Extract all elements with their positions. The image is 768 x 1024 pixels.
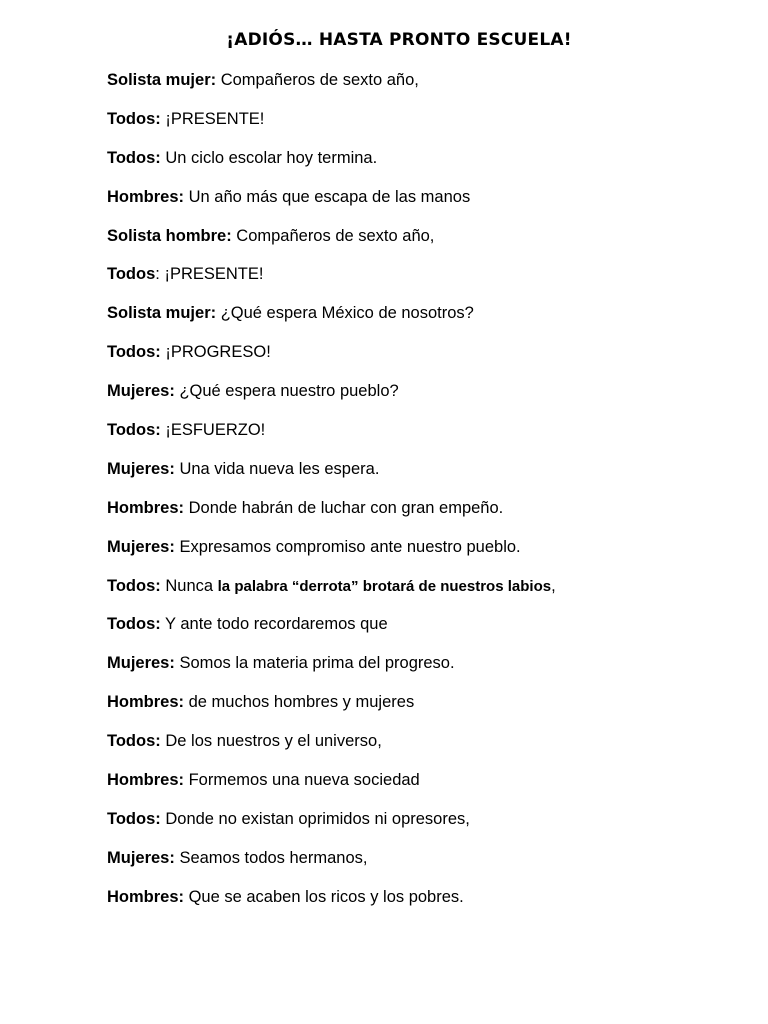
line-text: Somos la materia prima del progreso. xyxy=(174,654,455,673)
speaker-label: Mujeres: xyxy=(107,382,175,401)
script-line xyxy=(107,380,747,419)
speaker-label: Mujeres: xyxy=(107,537,175,556)
script-line xyxy=(107,652,747,691)
speaker-label: Mujeres: xyxy=(107,459,175,478)
line-text-end: , xyxy=(551,576,556,595)
script-line xyxy=(107,147,747,186)
script-line xyxy=(107,613,747,652)
script-line xyxy=(107,108,747,147)
script-line xyxy=(107,69,747,108)
speaker-label: Todos: xyxy=(107,732,161,751)
script-line xyxy=(107,536,747,575)
line-text: Y ante todo recordaremos que xyxy=(160,615,388,634)
speaker-label: Solista mujer: xyxy=(107,304,217,323)
line-text: Una vida nueva les espera. xyxy=(174,459,380,478)
speaker-label: Mujeres: xyxy=(107,654,175,673)
document-title: ¡ADIÓS… HASTA PRONTO ESCUELA! xyxy=(226,30,572,50)
script-line xyxy=(107,497,747,536)
speaker-label: Todos: xyxy=(107,615,161,634)
script-line xyxy=(107,691,747,730)
line-text: ¿Qué espera México de nosotros? xyxy=(216,304,474,323)
script-lines xyxy=(107,69,747,925)
speaker-label: Todos: xyxy=(107,809,161,828)
emphasized-text: la palabra “derrota” brotará de nuestros labios xyxy=(217,577,552,595)
speaker-label: Todos: xyxy=(107,421,161,440)
script-line xyxy=(107,769,747,808)
line-text: : ¡PRESENTE! xyxy=(155,265,264,284)
speaker-label: Mujeres: xyxy=(107,848,175,867)
script-line xyxy=(107,302,747,341)
line-text: Donde habrán de luchar con gran empeño. xyxy=(184,498,504,517)
line-text: Que se acaben los ricos y los pobres. xyxy=(184,887,464,906)
line-text: Compañeros de sexto año, xyxy=(216,71,419,89)
line-text: Un ciclo escolar hoy termina. xyxy=(160,148,378,167)
line-text: ¡PRESENTE! xyxy=(160,109,265,128)
speaker-label: Hombres: xyxy=(107,498,185,517)
line-text: Nunca xyxy=(160,576,218,595)
line-text: De los nuestros y el universo, xyxy=(160,732,382,751)
script-line xyxy=(107,263,747,302)
script-line xyxy=(107,458,747,497)
script-line xyxy=(107,886,747,925)
speaker-label: Hombres: xyxy=(107,771,185,790)
line-text: Donde no existan oprimidos ni opresores, xyxy=(160,809,470,828)
speaker-label: Solista mujer: xyxy=(107,71,217,89)
line-text: Seamos todos hermanos, xyxy=(174,848,368,867)
speaker-label: Todos: xyxy=(107,148,161,167)
line-text: ¡ESFUERZO! xyxy=(160,421,266,440)
script-line xyxy=(107,341,747,380)
script-line xyxy=(107,419,747,458)
speaker-label: Hombres: xyxy=(107,887,185,906)
line-text: Un año más que escapa de las manos xyxy=(184,187,471,206)
speaker-label: Todos: xyxy=(107,109,161,128)
script-line xyxy=(107,808,747,847)
speaker-label: Todos: xyxy=(107,576,161,595)
script-line xyxy=(107,730,747,769)
line-text: ¡PROGRESO! xyxy=(160,343,271,362)
speaker-label: Solista hombre: xyxy=(107,226,232,245)
speaker-label: Hombres: xyxy=(107,187,185,206)
line-text: Expresamos compromiso ante nuestro pueblo. xyxy=(174,537,521,556)
script-line xyxy=(107,225,747,264)
line-text: Formemos una nueva sociedad xyxy=(184,771,420,790)
speaker-label: Todos: xyxy=(107,343,161,362)
script-line xyxy=(107,575,747,614)
speaker-label: Todos xyxy=(107,265,156,284)
line-text: Compañeros de sexto año, xyxy=(231,226,435,245)
script-line xyxy=(107,847,747,886)
line-text: ¿Qué espera nuestro pueblo? xyxy=(174,382,399,401)
line-text: de muchos hombres y mujeres xyxy=(184,693,415,712)
script-line xyxy=(107,186,747,225)
speaker-label: Hombres: xyxy=(107,693,185,712)
